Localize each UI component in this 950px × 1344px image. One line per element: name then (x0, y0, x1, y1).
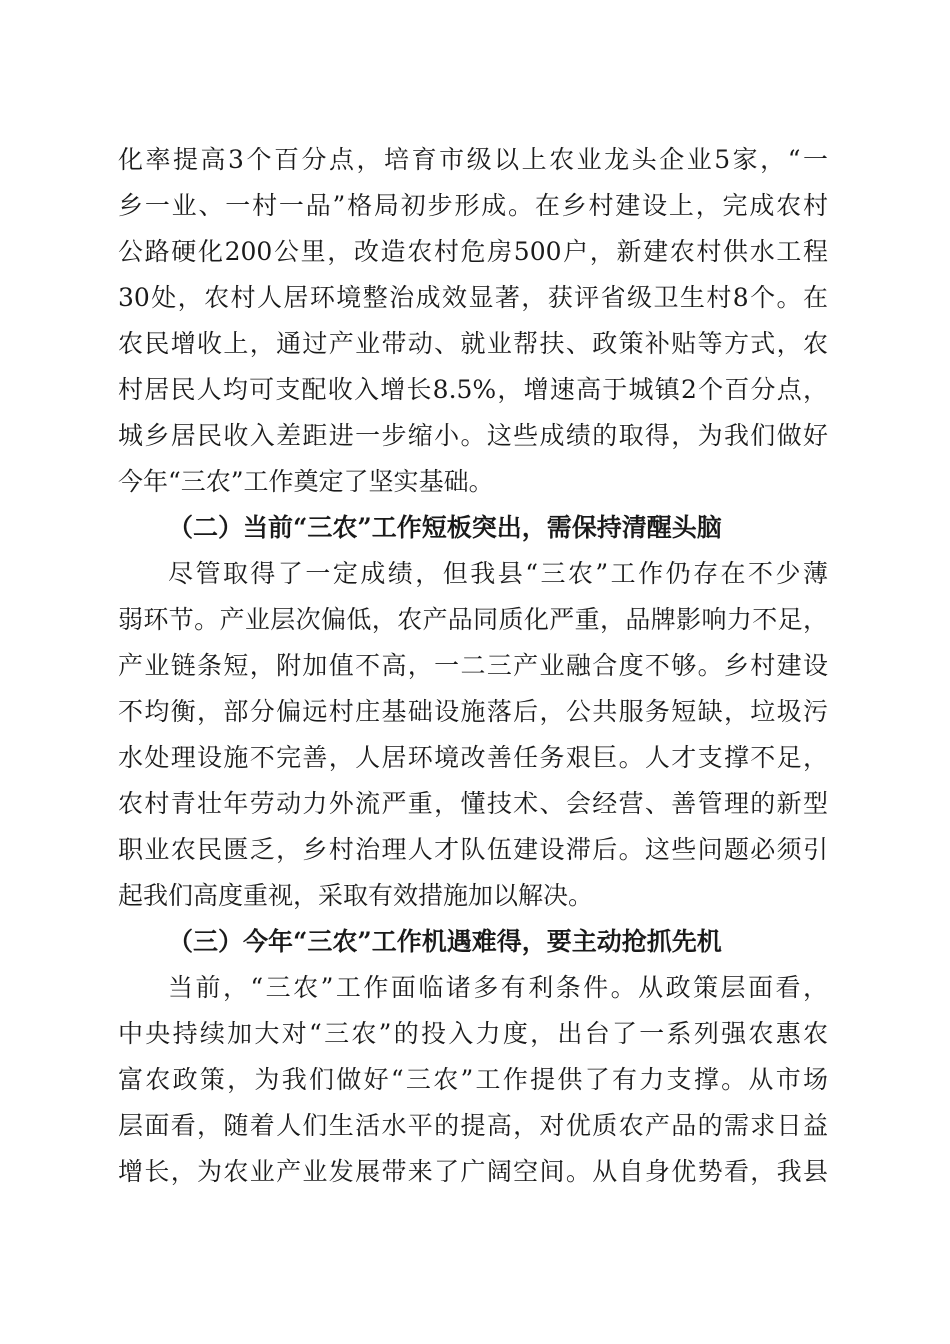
paragraph-2-line-5: 水处理设施不完善，人居环境改善任务艰巨。人才支撑不足， (118, 743, 828, 772)
paragraph-3-line-1: 当前，“三农”工作面临诸多有利条件。从政策层面看， (168, 973, 828, 1002)
paragraph-1-line-1: 化率提高3个百分点，培育市级以上农业龙头企业5家，“一 (118, 145, 828, 174)
paragraph-3-line-2: 中央持续加大对“三农”的投入力度，出台了一系列强农惠农 (118, 1019, 828, 1048)
section-heading-3: （三）今年“三农”工作机遇难得，要主动抢抓先机 (168, 927, 722, 956)
paragraph-1-line-3: 公路硬化200公里，改造农村危房500户，新建农村供水工程 (118, 237, 828, 266)
paragraph-2-line-6: 农村青壮年劳动力外流严重，懂技术、会经营、善管理的新型 (118, 789, 828, 818)
paragraph-3-line-4: 层面看，随着人们生活水平的提高，对优质农产品的需求日益 (118, 1111, 828, 1140)
section-heading-2: （二）当前“三农”工作短板突出，需保持清醒头脑 (168, 513, 722, 542)
paragraph-2-line-7: 职业农民匮乏，乡村治理人才队伍建设滞后。这些问题必须引 (118, 835, 828, 864)
paragraph-2-line-4: 不均衡，部分偏远村庄基础设施落后，公共服务短缺，垃圾污 (118, 697, 828, 726)
paragraph-2-line-1: 尽管取得了一定成绩，但我县“三农”工作仍存在不少薄 (168, 559, 828, 588)
paragraph-3-line-3: 富农政策，为我们做好“三农”工作提供了有力支撑。从市场 (118, 1065, 828, 1094)
paragraph-1-line-7: 城乡居民收入差距进一步缩小。这些成绩的取得，为我们做好 (118, 421, 828, 450)
paragraph-2-line-8: 起我们高度重视，采取有效措施加以解决。 (118, 881, 594, 910)
paragraph-2-line-3: 产业链条短，附加值不高，一二三产业融合度不够。乡村建设 (118, 651, 828, 680)
paragraph-1-line-6: 村居民人均可支配收入增长8.5%，增速高于城镇2个百分点， (118, 375, 828, 404)
paragraph-1-line-8: 今年“三农”工作奠定了坚实基础。 (118, 467, 494, 496)
paragraph-1-line-2: 乡一业、一村一品”格局初步形成。在乡村建设上，完成农村 (118, 191, 828, 220)
paragraph-3-line-5: 增长，为农业产业发展带来了广阔空间。从自身优势看，我县 (118, 1157, 828, 1186)
paragraph-2-line-2: 弱环节。产业层次偏低，农产品同质化严重，品牌影响力不足， (118, 605, 828, 634)
paragraph-1-line-4: 30处，农村人居环境整治成效显著，获评省级卫生村8个。在 (118, 283, 828, 312)
paragraph-1-line-5: 农民增收上，通过产业带动、就业帮扶、政策补贴等方式，农 (118, 329, 828, 358)
